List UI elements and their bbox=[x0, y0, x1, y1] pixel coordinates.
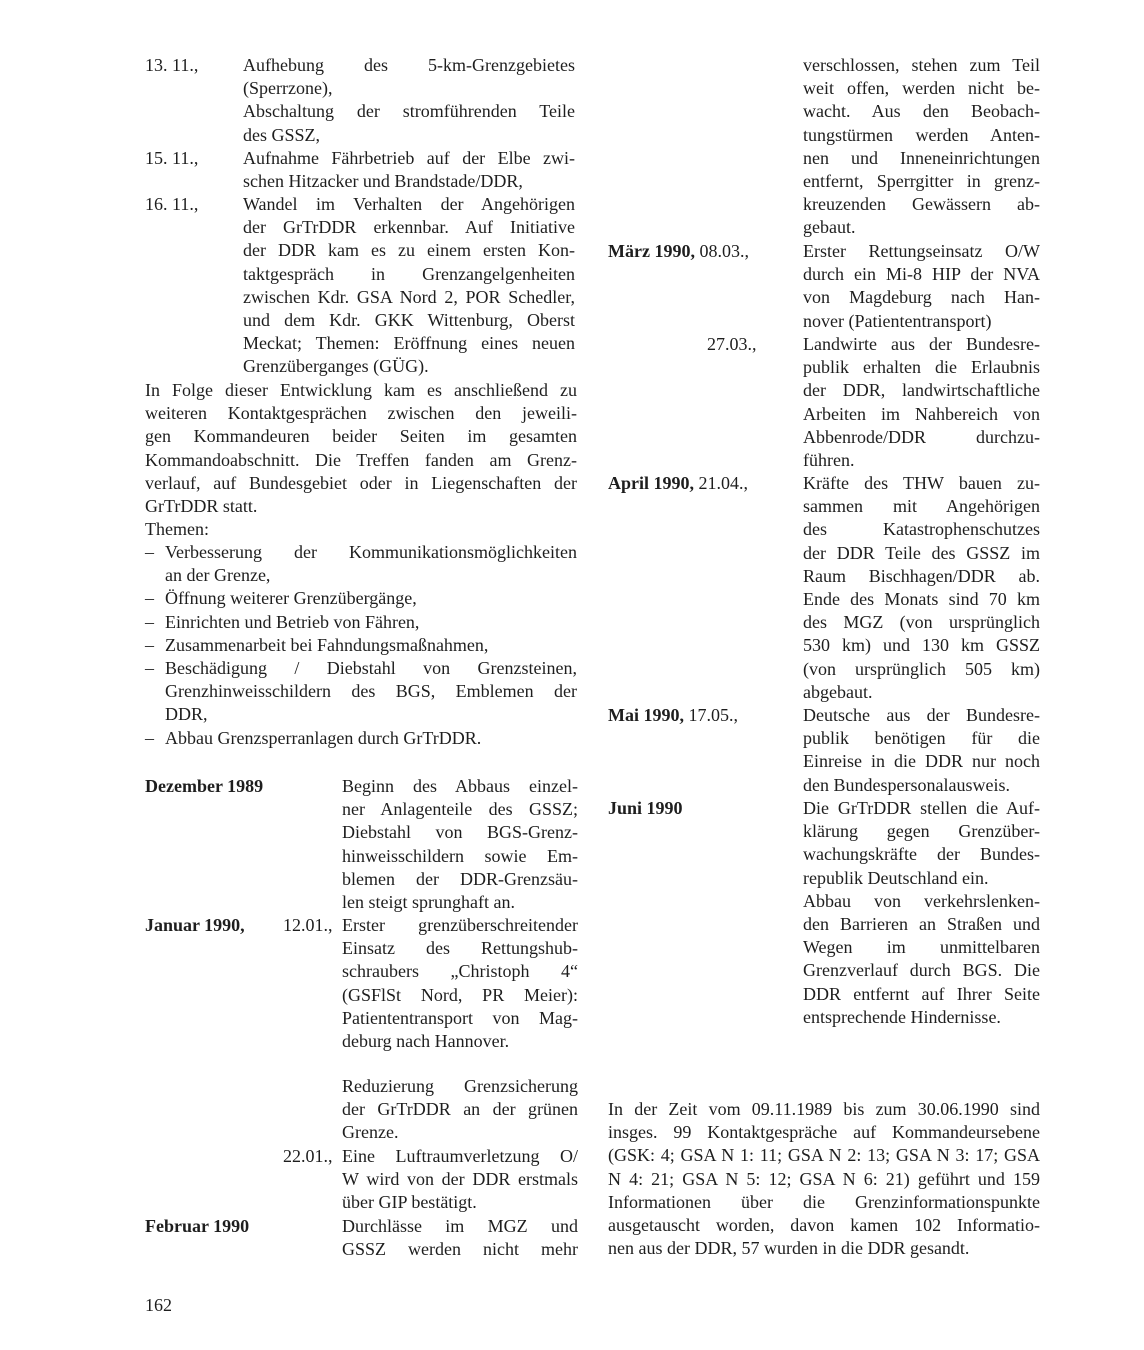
text-line: Kommandoabschnitt. Die Treffen fanden am Grenz- bbox=[145, 449, 577, 470]
text-line: blemen der DDR-Grenzsäu- bbox=[342, 868, 578, 889]
text-line: sammen mit Angehörigen bbox=[803, 496, 1040, 517]
text-line: Grenzhinweisschildern des BGS, Emblemen der bbox=[165, 681, 577, 702]
text-line: weiteren Kontaktgesprächen zwischen den jeweili- bbox=[145, 403, 577, 424]
entry-date: 22.01., bbox=[283, 1146, 333, 1166]
text-line: von Magdeburg nach Han- bbox=[803, 287, 1040, 308]
text-line: des Katastrophenschutzes bbox=[803, 519, 1040, 540]
entry-text bbox=[342, 1215, 578, 1261]
text-line: weit offen, werden nicht be- bbox=[803, 78, 1040, 99]
text-line: entfernt, Sperrgitter in grenz- bbox=[803, 170, 1040, 191]
entry-month: Mai 1990, bbox=[608, 705, 684, 725]
entry-text bbox=[342, 1145, 578, 1215]
dash-bullet-icon: – bbox=[145, 657, 154, 678]
entry-date: 08.03., bbox=[699, 241, 749, 261]
text-line: DDR, bbox=[165, 704, 208, 725]
text-line: Grenzverlauf durch BGS. Die bbox=[803, 960, 1040, 981]
entry-text bbox=[803, 333, 1040, 472]
text-line: (GSK: 4; GSA N 1: 11; GSA N 2: 13; GSA N 3: 17; GSA bbox=[608, 1145, 1040, 1166]
page-number: 162 bbox=[145, 1295, 172, 1315]
text-line: republik Deutschland ein. bbox=[803, 867, 989, 888]
entry-text bbox=[803, 54, 1040, 240]
text-line: klärung gegen Grenzüber- bbox=[803, 821, 1040, 842]
entry-month: Januar 1990, bbox=[145, 915, 245, 935]
entry-text bbox=[342, 1075, 578, 1145]
text-line: Abbau von verkehrslenken- bbox=[803, 890, 1040, 911]
entry-date: 12.01., bbox=[283, 915, 333, 935]
text-line: über GIP bestätigt. bbox=[342, 1192, 477, 1213]
dash-bullet-icon: – bbox=[145, 727, 154, 748]
text-line: Informationen über die Grenzinformationspunkte bbox=[608, 1191, 1040, 1212]
entry-label bbox=[608, 472, 748, 495]
text-line: entsprechende Hindernisse. bbox=[803, 1006, 1001, 1027]
text-line: der DDR, landwirtschaftliche bbox=[803, 380, 1040, 401]
list-item bbox=[145, 657, 577, 727]
text-line: wachungskräfte der Bundes- bbox=[803, 844, 1040, 865]
text-line: wacht. Aus den Beobach- bbox=[803, 101, 1040, 122]
text-line: Meckat; Themen: Eröffnung eines neuen bbox=[243, 333, 575, 354]
text-line: den Bundespersonalausweis. bbox=[803, 774, 1010, 795]
text-line: Wandel im Verhalten der Angehörigen bbox=[243, 194, 575, 214]
text-line: Öffnung weiterer Grenzübergänge, bbox=[165, 588, 417, 609]
topics-list bbox=[145, 541, 577, 750]
text-line: führen. bbox=[803, 449, 855, 470]
text-line: abgebaut. bbox=[803, 681, 873, 702]
entry-text bbox=[243, 193, 575, 379]
text-line: tungstürmen werden Anten- bbox=[803, 124, 1040, 145]
entry-text bbox=[243, 54, 575, 147]
entry-label bbox=[608, 704, 738, 727]
text-line: GrTrDDR statt. bbox=[145, 495, 258, 516]
text-line: nen aus der DDR, 57 wurden in die DDR gesandt. bbox=[608, 1238, 970, 1259]
dash-bullet-icon: – bbox=[145, 542, 154, 562]
dash-bullet-icon: – bbox=[145, 611, 154, 632]
entry-text bbox=[803, 240, 1040, 333]
text-line: gebaut. bbox=[803, 217, 856, 238]
text-line: gen Kommandeuren beider Seiten im gesamten bbox=[145, 426, 577, 447]
text-line: und dem Kdr. GKK Wittenburg, Oberst bbox=[243, 309, 575, 330]
text-line: durch ein Mi-8 HIP der NVA bbox=[803, 264, 1040, 285]
text-line: Abschaltung der stromführenden Teile bbox=[243, 101, 575, 122]
text-line: ner Anlagenteile des GSSZ; bbox=[342, 799, 578, 820]
text-line: der GrTrDDR an der grünen bbox=[342, 1099, 578, 1120]
entry-date: 13. 11., bbox=[145, 55, 199, 75]
text-line: des MGZ (von ursprünglich bbox=[803, 612, 1040, 633]
text-line: Die GrTrDDR stellen die Auf- bbox=[803, 798, 1040, 818]
text-line: verlauf, auf Bundesgebiet oder in Liegenschaften der bbox=[145, 472, 577, 493]
text-line: kreuzenden Gewässern ab- bbox=[803, 194, 1040, 215]
text-line: Reduzierung Grenzsicherung bbox=[342, 1076, 578, 1096]
list-item bbox=[145, 541, 577, 587]
text-line: Arbeiten im Nahbereich von bbox=[803, 403, 1040, 424]
text-line: Aufnahme Fährbetrieb auf der Elbe zwi- bbox=[243, 148, 575, 168]
entry-date: 17.05., bbox=[688, 705, 738, 725]
text-line: Abbau Grenzsperranlagen durch GrTrDDR. bbox=[165, 727, 482, 748]
text-line: Erster Rettungseinsatz O/W bbox=[803, 241, 1040, 261]
text-line: schraubers „Christoph 4“ bbox=[342, 961, 578, 982]
entry-text bbox=[243, 147, 575, 193]
entry-text bbox=[342, 914, 578, 1053]
text-line: Eine Luftraumverletzung O/ bbox=[342, 1146, 578, 1166]
text-line: an der Grenze, bbox=[165, 565, 271, 586]
entry-date: 27.03., bbox=[707, 334, 757, 354]
text-line: insges. 99 Kontaktgespräche auf Kommandeursebene bbox=[608, 1122, 1040, 1143]
entry-text bbox=[803, 472, 1040, 704]
text-line: GSSZ werden nicht mehr bbox=[342, 1239, 578, 1260]
text-line: Grenze. bbox=[342, 1122, 399, 1143]
list-item bbox=[145, 587, 577, 610]
text-line: len steigt sprunghaft an. bbox=[342, 891, 515, 912]
text-line: Beginn des Abbaus einzel- bbox=[342, 776, 578, 796]
text-line: Einreise in die DDR nur noch bbox=[803, 751, 1040, 772]
text-line: Landwirte aus der Bundesre- bbox=[803, 334, 1040, 354]
text-line: schen Hitzacker und Brandstade/DDR, bbox=[243, 171, 523, 192]
text-line: W wird von der DDR erstmals bbox=[342, 1169, 578, 1190]
text-line: Grenzüberganges (GÜG). bbox=[243, 356, 429, 377]
text-line: ausgetauscht worden, davon kamen 102 Informatio- bbox=[608, 1214, 1040, 1235]
text-line: der DDR kam es zu einem ersten Kon- bbox=[243, 240, 575, 261]
text-line: nover (Patiententransport) bbox=[803, 310, 992, 331]
entry-text bbox=[803, 704, 1040, 797]
summary-paragraph bbox=[608, 1098, 1040, 1260]
text-line: verschlossen, stehen zum Teil bbox=[803, 55, 1040, 75]
text-line: Aufhebung des 5-km-Grenzgebietes bbox=[243, 55, 575, 75]
text-line: Patiententransport von Mag- bbox=[342, 1007, 578, 1028]
text-line: (Sperrzone), bbox=[243, 78, 333, 99]
list-item bbox=[145, 611, 577, 634]
text-line: Durchlässe im MGZ und bbox=[342, 1216, 578, 1236]
text-line: taktgespräch in Grenzangelgenheiten bbox=[243, 263, 575, 284]
entry-month: Dezember 1989 bbox=[145, 776, 264, 796]
text-line: Raum Bischhagen/DDR ab. bbox=[803, 565, 1040, 586]
text-line: nen und Inneneinrichtungen bbox=[803, 147, 1040, 168]
text-line: In Folge dieser Entwicklung kam es anschließend zu bbox=[145, 380, 577, 400]
entry-month: Februar 1990 bbox=[145, 1216, 250, 1236]
followup-paragraph bbox=[145, 379, 577, 541]
entry-date: 16. 11., bbox=[145, 194, 199, 214]
text-line: Erster grenzüberschreitender bbox=[342, 915, 578, 935]
text-line: Ende des Monats sind 70 km bbox=[803, 588, 1040, 609]
text-line: publik benötigen für die bbox=[803, 728, 1040, 749]
text-line: Einrichten und Betrieb von Fähren, bbox=[165, 611, 420, 632]
text-line: deburg nach Hannover. bbox=[342, 1030, 510, 1051]
dash-bullet-icon: – bbox=[145, 588, 154, 609]
text-line: Kräfte des THW bauen zu- bbox=[803, 473, 1040, 493]
text-line: Zusammenarbeit bei Fahndungsmaßnahmen, bbox=[165, 634, 489, 655]
text-line: In der Zeit vom 09.11.1989 bis zum 30.06.1990 sind bbox=[608, 1099, 1040, 1119]
entry-month: März 1990, bbox=[608, 241, 695, 261]
text-line: DDR entfernt auf Ihrer Seite bbox=[803, 983, 1040, 1004]
text-line: N 4: 21; GSA N 5: 12; GSA N 6: 21) geführt und 159 bbox=[608, 1168, 1040, 1189]
text-line: zwischen Kdr. GSA Nord 2, POR Schedler, bbox=[243, 286, 575, 307]
text-line: hinweisschildern sowie Em- bbox=[342, 845, 578, 866]
text-line: Abbenrode/DDR durchzu- bbox=[803, 426, 1040, 447]
list-item bbox=[145, 634, 577, 657]
text-line: 530 km) und 130 km GSSZ bbox=[803, 635, 1040, 656]
list-item bbox=[145, 727, 577, 750]
entry-label bbox=[608, 240, 749, 263]
text-line: Einsatz des Rettungshub- bbox=[342, 938, 578, 959]
text-line: (von ursprünglich 505 km) bbox=[803, 658, 1040, 679]
entry-month: Juni 1990 bbox=[608, 798, 683, 818]
text-line: Deutsche aus der Bundesre- bbox=[803, 705, 1040, 725]
dash-bullet-icon: – bbox=[145, 634, 154, 655]
text-line: des GSSZ, bbox=[243, 124, 321, 145]
text-line: der GrTrDDR erkennbar. Auf Initiative bbox=[243, 217, 575, 238]
text-line: Themen: bbox=[145, 519, 209, 540]
entry-month: April 1990, bbox=[608, 473, 695, 493]
text-line: der DDR Teile des GSSZ im bbox=[803, 542, 1040, 563]
entry-text bbox=[803, 797, 1040, 1029]
entry-text bbox=[342, 775, 578, 914]
text-line: Wegen im unmittelbaren bbox=[803, 937, 1040, 958]
text-line: den Barrieren an Straßen und bbox=[803, 913, 1040, 934]
text-line: Diebstahl von BGS-Grenz- bbox=[342, 822, 578, 843]
text-line: (GSFlSt Nord, PR Meier): bbox=[342, 984, 578, 1005]
text-line: Verbesserung der Kommunikationsmöglichkeiten bbox=[165, 542, 577, 562]
text-line: publik erhalten die Erlaubnis bbox=[803, 357, 1040, 378]
entry-date: 15. 11., bbox=[145, 148, 199, 168]
text-line: Beschädigung / Diebstahl von Grenzsteinen, bbox=[165, 657, 577, 678]
entry-date: 21.04., bbox=[698, 473, 749, 493]
